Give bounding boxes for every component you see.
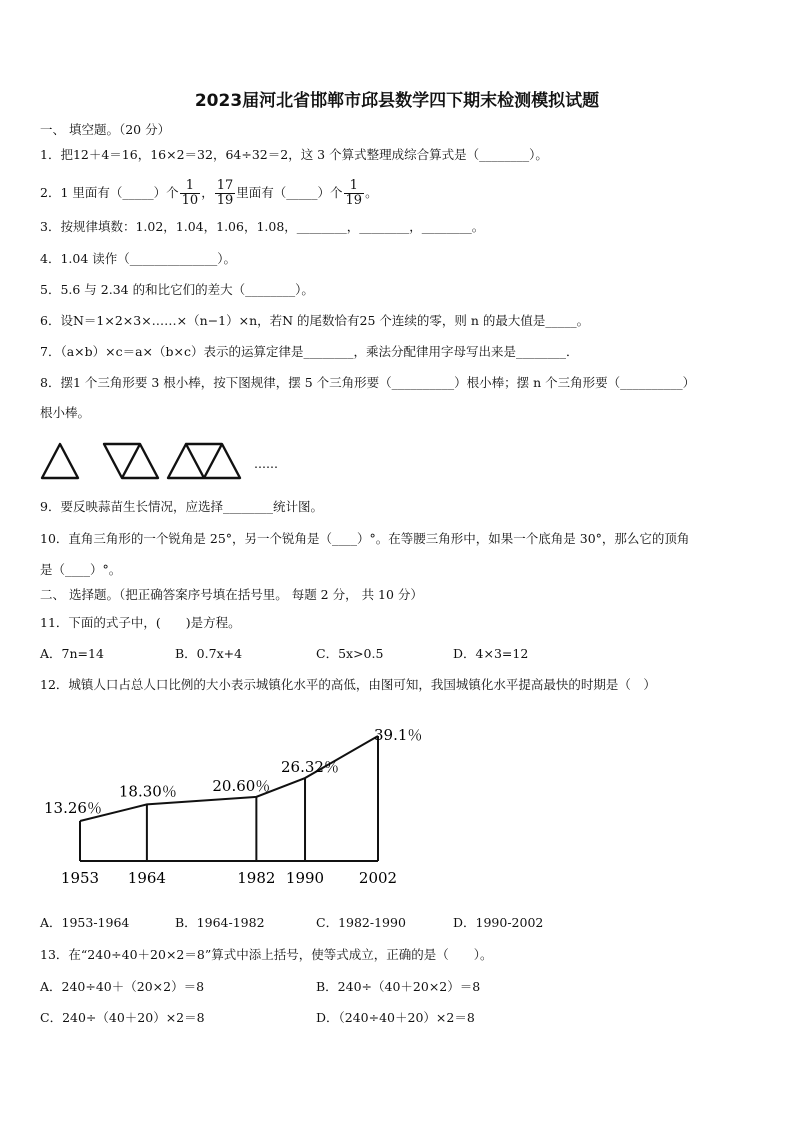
q2-text-1: 2．1 里面有（_____）个	[40, 185, 179, 200]
question-11: 11．下面的式子中，( )是方程。	[40, 615, 241, 630]
q13-option-b: B．240÷（40＋20×2）＝8	[316, 979, 481, 994]
q12-option-d: D．1990-2002	[453, 915, 544, 930]
chart-data-label-1953: 13.26％	[44, 799, 102, 817]
fraction-1-10: $\frac{1}{10}$	[181, 178, 199, 208]
question-10-line-1: 10．直角三角形的一个锐角是 25°，另一个锐角是（____）°。在等腰三角形中，如果一个底角是 30°，那么它的顶角	[40, 531, 690, 546]
q11-option-a: A．7n=14	[40, 646, 104, 661]
question-5: 5．5.6 与 2.34 的和比它们的差大（________）。	[40, 282, 314, 297]
chart-x-label-1990: 1990	[285, 869, 325, 887]
section-2-heading: 二、 选择题。（把正确答案序号填在括号里。 每题 2 分， 共 10 分）	[40, 587, 423, 602]
question-10-line-2: 是（____）°。	[40, 562, 122, 577]
q13-option-d: D．（240÷40＋20）×2＝8	[316, 1010, 475, 1025]
question-4: 4．1.04 读作（______________）。	[40, 251, 237, 266]
question-2	[40, 174, 378, 212]
chart-x-label-1982: 1982	[237, 869, 276, 887]
urbanization-chart	[36, 716, 436, 892]
q2-text-2: ，	[201, 185, 214, 200]
fraction-1-19: $\frac{1}{19}$	[345, 178, 363, 208]
q2-text-3: 里面有（_____）个	[236, 185, 343, 200]
question-8-line-1: 8．摆1 个三角形要 3 根小棒，按下图规律，摆 5 个三角形要（__________）根小棒；摆 n 个三角形要（__________）	[40, 375, 696, 390]
q11-option-d: D．4×3=12	[453, 646, 529, 661]
chart-data-label-1964: 18.30％	[118, 782, 177, 801]
q12-option-c: C．1982-1990	[316, 915, 406, 930]
triangle-3	[168, 444, 240, 478]
q12-option-a: A．1953-1964	[40, 915, 130, 930]
q12-option-b: B．1964-1982	[175, 915, 265, 930]
question-12: 12．城镇人口占总人口比例的大小表示城镇化水平的高低，由图可知，我国城镇化水平提高最快的时期是（ ）	[40, 677, 656, 692]
fraction-17-19: $\frac{17}{19}$	[216, 178, 234, 208]
triangle-1	[42, 444, 78, 478]
q11-option-c: C．5x>0.5	[316, 646, 384, 661]
question-9: 9．要反映蒜苗生长情况，应选择________统计图。	[40, 499, 323, 514]
question-8-line-2: 根小棒。	[40, 405, 91, 420]
q2-text-4: 。	[365, 185, 378, 200]
section-1-heading: 一、 填空题。（20 分）	[40, 122, 171, 137]
chart-x-label-1964: 1964	[127, 869, 166, 887]
q13-option-a: A．240÷40＋（20×2）＝8	[40, 979, 205, 994]
pattern-dots: ……	[254, 457, 278, 471]
chart-x-label-1953: 1953	[60, 869, 100, 887]
chart-x-label-2002: 2002	[358, 869, 398, 887]
chart-data-label-2002: 39.1％	[374, 726, 423, 744]
triangle-2	[104, 444, 158, 478]
chart-data-label-1990: 26.32％	[281, 758, 339, 777]
q13-option-c: C．240÷（40＋20）×2＝8	[40, 1010, 205, 1025]
triangle-pattern-figure	[36, 436, 296, 484]
q11-option-b: B．0.7x+4	[175, 646, 243, 661]
chart-data-label-1982: 20.60％	[212, 776, 271, 795]
question-7: 7．（a×b）×c＝a×（b×c）表示的运算定律是________，乘法分配律用字母写出来是________．	[40, 344, 579, 359]
question-6: 6．设N＝1×2×3×……×（n−1）×n，若N 的尾数恰有25 个连续的零，则 n 的最大值是_____。	[40, 313, 590, 328]
question-3: 3．按规律填数：1.02，1.04，1.06，1.08，________，________，________。	[40, 219, 485, 234]
question-13: 13．在“240÷40＋20×2＝8”算式中添上括号，使等式成立，正确的是（ ）。	[40, 947, 493, 962]
question-1: 1．把12＋4＝16，16×2＝32，64÷32＝2，这 3 个算式整理成综合算式是（________）。	[40, 147, 548, 162]
page-title: 2023届河北省邯郸市邱县数学四下期末检测模拟试题	[194, 91, 600, 111]
